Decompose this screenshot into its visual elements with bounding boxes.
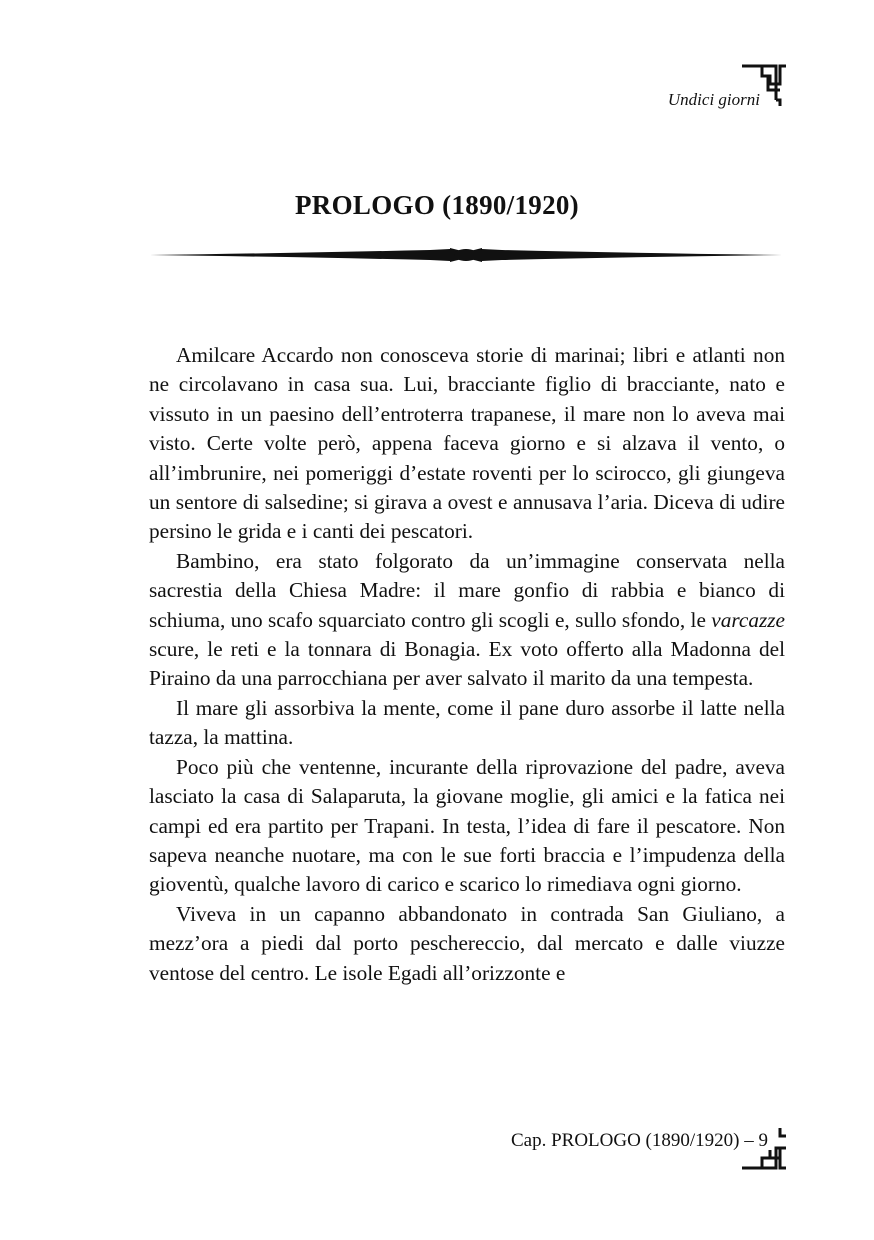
- italic-term: varcazze: [711, 607, 785, 632]
- greek-key-corner-icon: [742, 1128, 786, 1174]
- paragraph: [149, 341, 785, 547]
- paragraph-text: Amilcare Accardo non conosceva storie di marinai; libri e atlanti non ne circolavano in casa sua. Lui, bracciante figlio di bracciante, nato e vissuto in un paesino dell’entroterra trapanese, il mare non lo aveva mai visto. Certe volte però, appena faceva giorno e si alzava il vento, o all’imbrunire, nei pomeriggi d’estate roventi per lo scirocco, gli giungeva un sentore di salsedine; si girava a ovest e annusava l’aria. Diceva di udire persino le grida e i canti dei pescatori.: [149, 343, 785, 544]
- paragraph: [149, 547, 785, 694]
- paragraph-text: Il mare gli assorbiva la mente, come il pane duro assorbe il latte nella tazza, la mattina.: [149, 695, 785, 750]
- paragraph-text: Viveva in un capanno abbandonato in contrada San Giuliano, a mezz’ora a piedi dal porto peschereccio, dal mercato e dalle viuzze ventose del centro. Le isole Egadi all’orizzonte e: [149, 901, 785, 985]
- paragraph-text: Poco più che ventenne, incurante della riprovazione del padre, aveva lasciato la casa di Salaparuta, la giovane moglie, gli amici e la fatica nei campi ed era partito per Trapani. In testa, l’idea di fare il pescatore. Non sapeva neanche nuotare, ma con le sue forti braccia e l’impudenza della gioventù, qualche lavoro di carico e scarico lo rimediava ogni giorno.: [149, 754, 785, 897]
- paragraph: [149, 694, 785, 753]
- running-footer: Cap. PROLOGO (1890/1920) – 9: [510, 1130, 768, 1151]
- paragraph-text: scure, le reti e la tonnara di Bonagia. Ex voto offerto alla Madonna del Piraino da una parrocchiana per aver salvato il marito da una tempesta.: [149, 637, 785, 691]
- running-header: Undici giorni: [667, 90, 760, 109]
- body-text: [149, 341, 785, 988]
- paragraph-text: Bambino, era stato folgorato da un’immagine conservata nella sacrestia della Chiesa Madre: il mare gonfio di rabbia e bianco di schiuma, uno scafo squarciato contro gli scogli e, sullo sfondo, le: [149, 548, 785, 632]
- paragraph: [149, 900, 785, 988]
- paragraph: [149, 753, 785, 900]
- chapter-title: PROLOGO (1890/1920): [295, 190, 579, 220]
- ornamental-divider-icon: [150, 244, 782, 266]
